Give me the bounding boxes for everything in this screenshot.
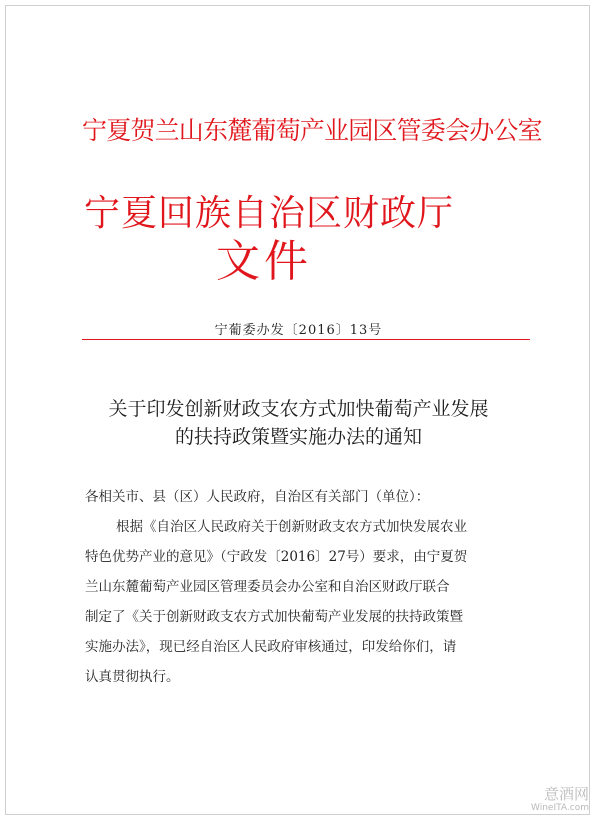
red-divider-line — [82, 339, 530, 340]
issuer-header-line2: 宁夏回族自治区财政厅 — [84, 193, 455, 234]
document-title-line2: 的扶持政策暨实施办法的通知 — [174, 426, 422, 448]
document-type-label: 文件 — [216, 236, 312, 287]
body-line: 制定了《关于创新财政支农方式加快葡萄产业发展的扶持政策暨 — [85, 609, 463, 625]
watermark-cn: 意酒网 — [543, 785, 589, 803]
document-title — [0, 395, 597, 451]
body-line: 兰山东麓葡萄产业园区管理委员会办公室和自治区财政厅联合 — [85, 579, 450, 595]
salutation: 各相关市、县（区）人民政府，自治区有关部门（单位）： — [85, 489, 430, 505]
body-line: 根据《自治区人民政府关于创新财政支农方式加快发展农业 — [116, 519, 467, 535]
site-watermark — [531, 785, 589, 814]
body-line: 认真贯彻执行。 — [85, 669, 180, 685]
document-number: 宁葡委办发〔2016〕13号 — [214, 323, 383, 338]
document-title-line1: 关于印发创新财政支农方式加快葡萄产业发展 — [108, 398, 489, 420]
body-line: 实施办法》，现已经自治区人民政府审核通过，印发给你们，请 — [85, 639, 457, 655]
watermark-en: WineITA.com — [531, 803, 589, 813]
issuer-header-line1: 宁夏贺兰山东麓葡萄产业园区管委会办公室 — [82, 116, 542, 145]
body-line: 特色优势产业的意见》（宁政发〔2016〕27号）要求，由宁夏贺 — [85, 549, 468, 565]
document-body — [85, 482, 525, 692]
